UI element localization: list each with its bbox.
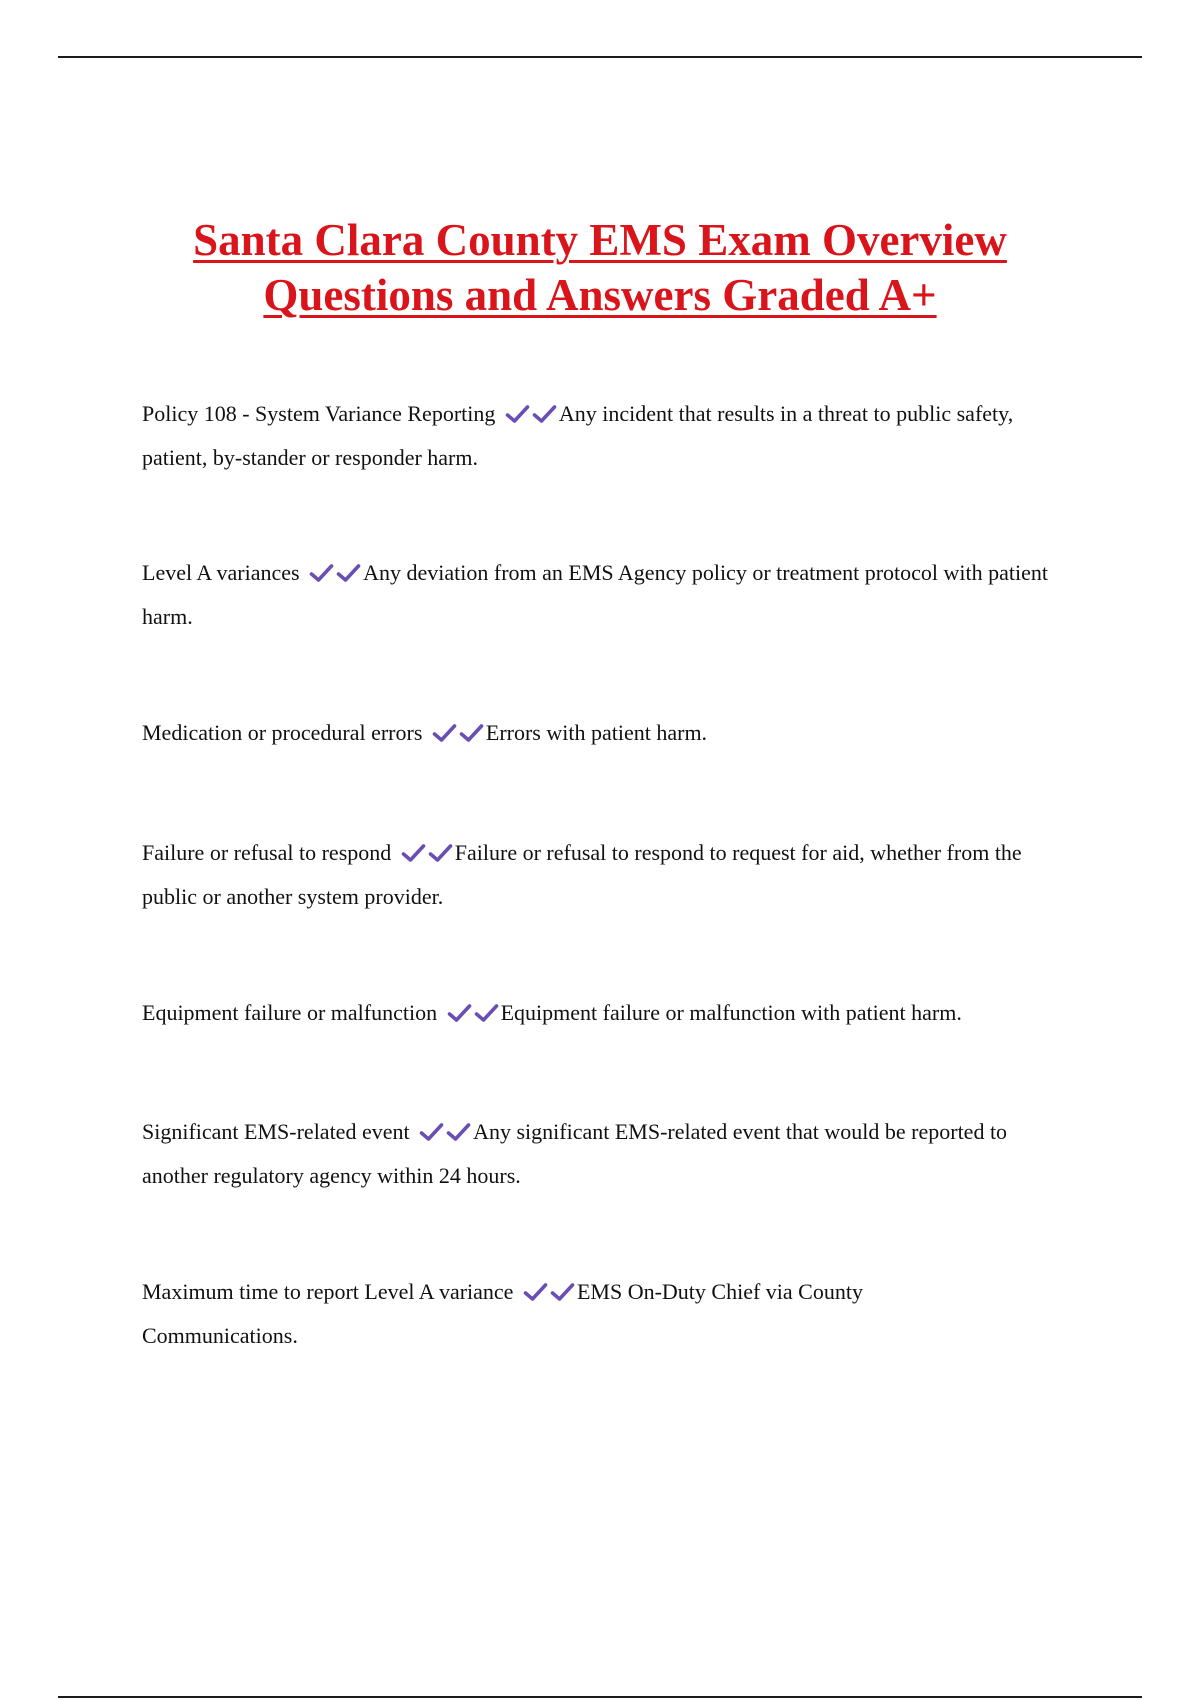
qa-answer: Any deviation from an EMS Agency policy or treatment protocol with patient harm. — [142, 560, 1049, 629]
qa-item — [142, 831, 1062, 919]
qa-item — [142, 1110, 1062, 1198]
document-title — [0, 213, 1200, 323]
title-line-2: Questions and Answers Graded A+ — [263, 270, 937, 320]
check-icon — [447, 1003, 472, 1023]
check-icon — [419, 1122, 444, 1142]
qa-item — [142, 392, 1022, 480]
check-icon — [309, 563, 334, 583]
check-icon — [505, 404, 530, 424]
qa-answer: Equipment failure or malfunction with patient harm. — [500, 1000, 962, 1025]
check-icon — [523, 1282, 548, 1302]
qa-item — [142, 551, 1062, 639]
qa-question: Significant EMS-related event — [142, 1119, 410, 1144]
check-icon — [459, 723, 484, 743]
check-icon — [428, 843, 453, 863]
check-icon — [401, 843, 426, 863]
qa-answer: EMS On-Duty Chief via County Communications. — [142, 1279, 863, 1348]
qa-answer: Any incident that results in a threat to public safety, patient, by-stander or responder harm. — [142, 401, 1014, 470]
bottom-rule — [58, 1696, 1142, 1698]
qa-question: Maximum time to report Level A variance — [142, 1279, 514, 1304]
qa-answer: Failure or refusal to respond to request for aid, whether from the public or another system provider. — [142, 840, 1022, 909]
top-rule — [58, 56, 1142, 58]
check-icon — [550, 1282, 575, 1302]
qa-answer: Any significant EMS-related event that would be reported to another regulatory agency within 24 hours. — [142, 1119, 1008, 1188]
qa-item — [142, 1270, 1022, 1358]
qa-question: Level A variances — [142, 560, 300, 585]
check-icon — [432, 723, 457, 743]
qa-item — [142, 711, 1062, 755]
qa-question: Equipment failure or malfunction — [142, 1000, 438, 1025]
check-icon — [336, 563, 361, 583]
qa-question: Policy 108 - System Variance Reporting — [142, 401, 496, 426]
title-line-1: Santa Clara County EMS Exam Overview — [193, 215, 1007, 265]
check-icon — [474, 1003, 499, 1023]
qa-item — [142, 991, 1062, 1035]
check-icon — [532, 404, 557, 424]
qa-question: Failure or refusal to respond — [142, 840, 392, 865]
check-icon — [446, 1122, 471, 1142]
qa-question: Medication or procedural errors — [142, 720, 423, 745]
qa-answer: Errors with patient harm. — [485, 720, 708, 745]
